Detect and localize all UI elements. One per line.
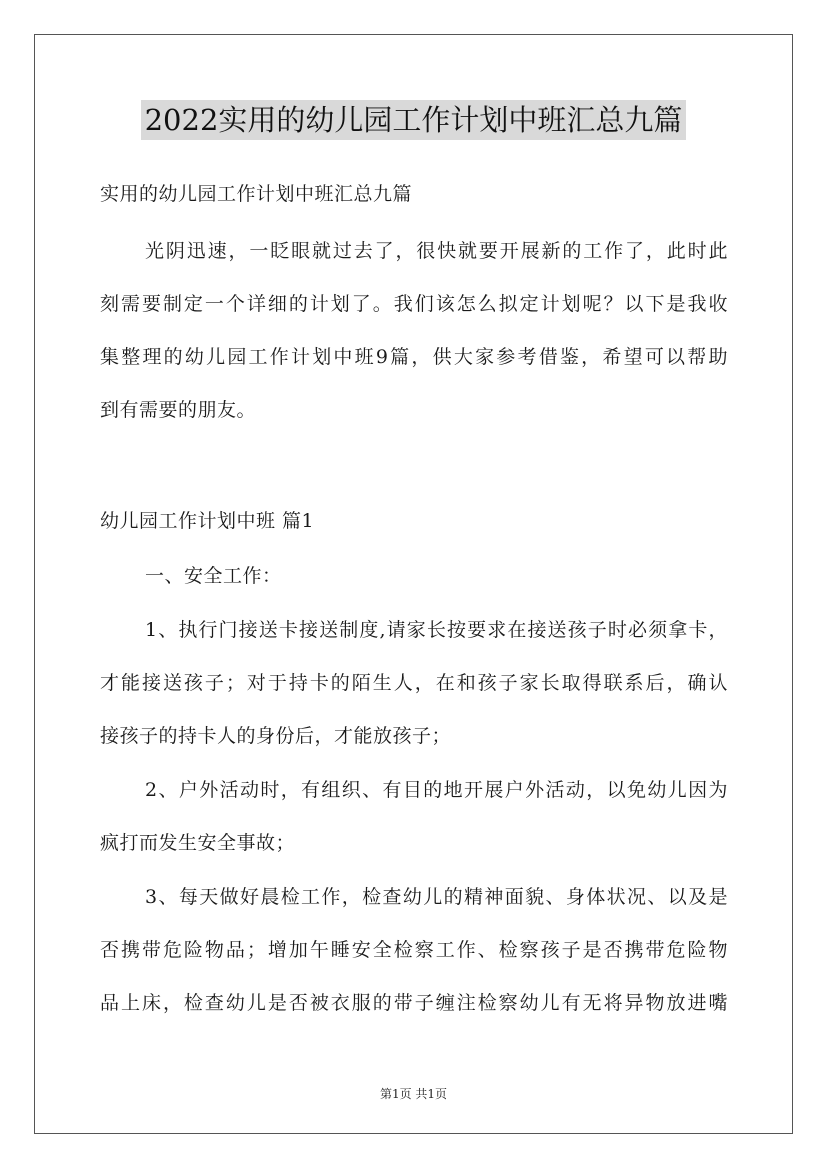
paragraph-line: 否携带危险物品；增加午睡安全检察工作、检察孩子是否携带危险物 xyxy=(100,939,728,961)
document-title: 2022实用的幼儿园工作计划中班汇总九篇 xyxy=(141,100,687,140)
page-footer: 第1页 共1页 xyxy=(379,1087,448,1101)
subsection-heading: 一、安全工作： xyxy=(145,565,282,587)
paragraph-line: 接孩子的持卡人的身份后，才能放孩子； xyxy=(100,725,452,747)
paragraph-line: 3、每天做好晨检工作，检查幼儿的精神面貌、身体状况、以及是 xyxy=(145,886,728,908)
paragraph-line: 刻需要制定一个详细的计划了。我们该怎么拟定计划呢？以下是我收 xyxy=(100,293,728,315)
section-heading: 幼儿园工作计划中班 篇1 xyxy=(100,510,315,532)
paragraph-line: 集整理的幼儿园工作计划中班9篇，供大家参考借鉴，希望可以帮助 xyxy=(100,346,728,368)
subtitle-line: 实用的幼儿园工作计划中班汇总九篇 xyxy=(100,183,413,205)
paragraph-line: 品上床，检查幼儿是否被衣服的带子缠注检察幼儿有无将异物放进嘴 xyxy=(100,992,728,1014)
paragraph-line: 光阴迅速，一眨眼就过去了，很快就要开展新的工作了，此时此 xyxy=(145,240,728,262)
paragraph-line: 到有需要的朋友。 xyxy=(100,399,257,421)
paragraph-line: 2、户外活动时，有组织、有目的地开展户外活动，以免幼儿因为 xyxy=(145,779,728,801)
paragraph-line: 1、执行门接送卡接送制度,请家长按要求在接送孩子时必须拿卡， xyxy=(145,619,728,641)
title-container xyxy=(0,100,827,140)
paragraph-line: 疯打而发生安全事故； xyxy=(100,832,296,854)
paragraph-line: 才能接送孩子；对于持卡的陌生人，在和孩子家长取得联系后，确认 xyxy=(100,672,728,694)
